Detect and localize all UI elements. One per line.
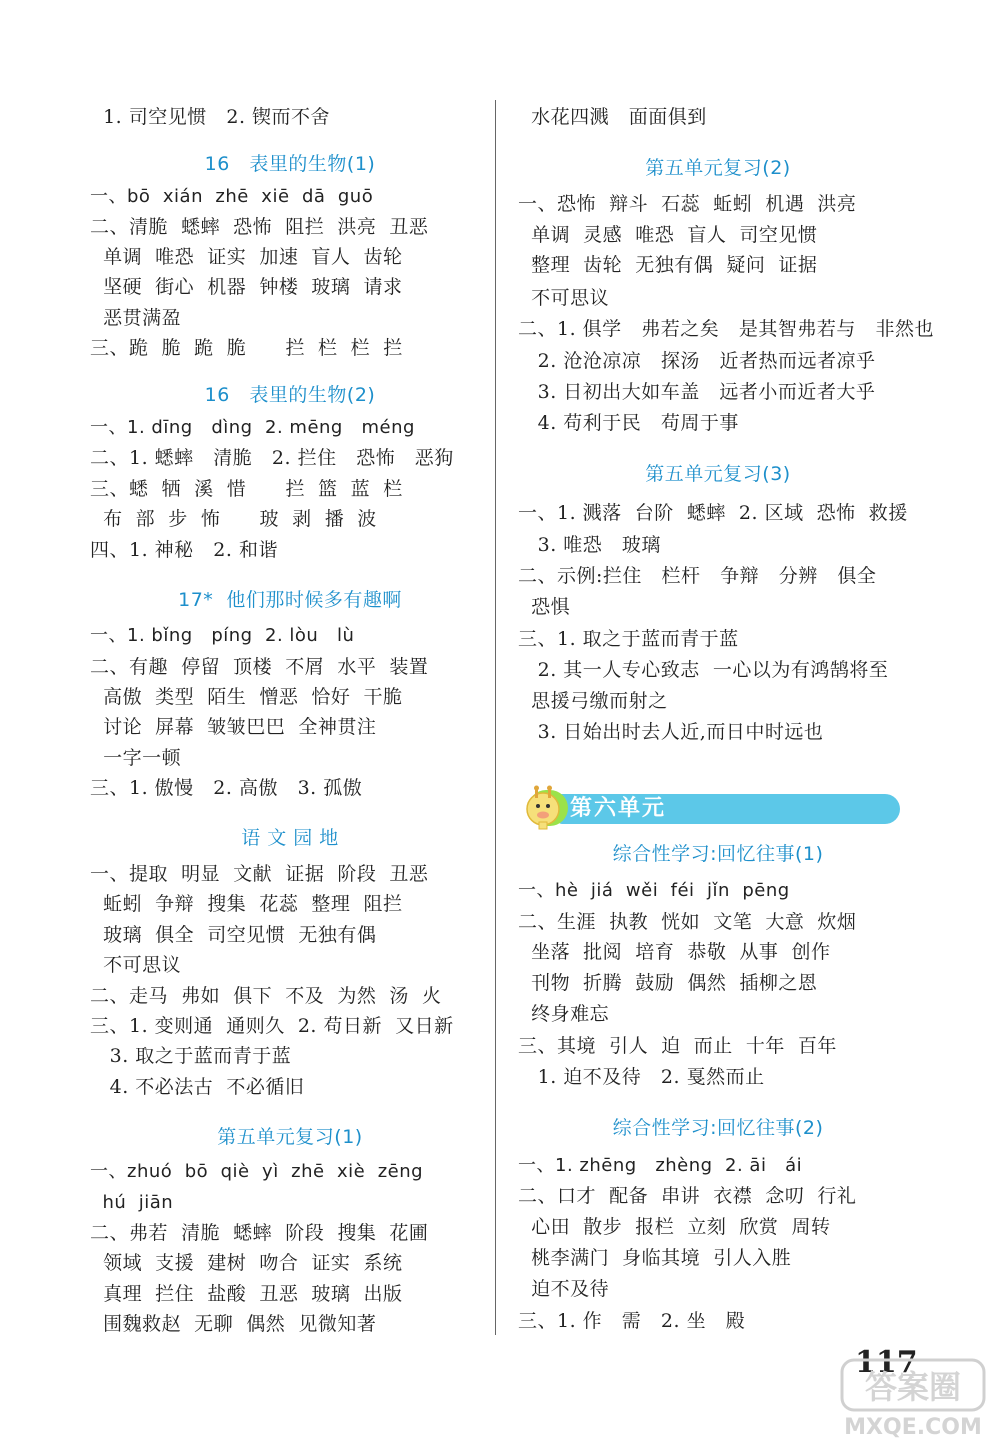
answer-line: 三、1. 变则通 通则久 2. 苟日新 又日新 <box>90 1015 454 1037</box>
answer-line: 坐落 批阅 培育 恭敬 从事 创作 <box>518 941 831 963</box>
answer-line: 二、示例:拦住 栏杆 争辩 分辨 俱全 <box>518 565 877 587</box>
page-number: 117 <box>855 1345 918 1380</box>
giraffe-icon <box>520 784 566 830</box>
answer-line: 单调 灵感 唯恐 盲人 司空见惯 <box>518 224 818 246</box>
answer-line: 3. 日初出大如车盖 远者小而近者大乎 <box>518 381 876 403</box>
answer-line: 恐惧 <box>518 596 571 618</box>
section-title: 综合性学习:回忆往事(2) <box>612 1117 824 1139</box>
answer-line: 一、1. bǐng píng 2. lòu lù <box>90 625 355 646</box>
answer-line: 3. 唯恐 玻璃 <box>518 534 661 556</box>
answer-line: 一字一顿 <box>90 747 182 769</box>
answer-line: 四、1. 神秘 2. 和谐 <box>90 539 278 561</box>
answer-line: 蚯蚓 争辩 搜集 花蕊 整理 阻拦 <box>90 893 403 915</box>
answer-line: 1. 司空见惯 2. 锲而不舍 <box>90 106 331 128</box>
answer-line: 二、1. 俱学 弗若之矣 是其智弗若与 非然也 <box>518 318 935 340</box>
answer-line: 领域 支援 建树 吻合 证实 系统 <box>90 1252 403 1274</box>
answer-line: 1. 迫不及待 2. 戛然而止 <box>518 1066 765 1088</box>
section-title: 语 文 园 地 <box>241 827 339 849</box>
column-divider <box>495 100 496 1335</box>
answer-line: 一、zhuó bō qiè yì zhē xiè zēng <box>90 1161 424 1182</box>
answer-line: 三、1. 作 需 2. 坐 殿 <box>518 1310 746 1332</box>
answer-line: 恶贯满盈 <box>90 307 182 329</box>
answer-line: 玻璃 俱全 司空见惯 无独有偶 <box>90 924 377 946</box>
answer-line: 一、1. 溅落 台阶 蟋蟀 2. 区域 恐怖 救援 <box>518 502 908 524</box>
section-title: 16 表里的生物(2) <box>204 384 376 406</box>
answer-line: 二、清脆 蟋蟀 恐怖 阻拦 洪亮 丑恶 <box>90 216 429 238</box>
answer-line: 迫不及待 <box>518 1278 610 1300</box>
answer-line: 真理 拦住 盐酸 丑恶 玻璃 出版 <box>90 1283 403 1305</box>
answer-line: hú jiān <box>90 1192 174 1213</box>
answer-line: 三、1. 取之于蓝而青于蓝 <box>518 628 739 650</box>
answer-line: 一、恐怖 辩斗 石蕊 蚯蚓 机遇 洪亮 <box>518 193 857 215</box>
watermark-logo <box>838 1356 988 1442</box>
answer-line: 桃李满门 身临其境 引人入胜 <box>518 1247 792 1269</box>
section-title: 16 表里的生物(1) <box>204 153 376 175</box>
unit-banner <box>520 784 900 830</box>
answer-line: 二、走马 弗如 俱下 不及 为然 汤 火 <box>90 985 442 1007</box>
answer-line: 三、其境 引人 迫 而止 十年 百年 <box>518 1035 837 1057</box>
answer-line: 4. 不必法古 不必循旧 <box>90 1076 305 1098</box>
answer-line: 高傲 类型 陌生 憎恶 恰好 干脆 <box>90 686 403 708</box>
answer-line: 整理 齿轮 无独有偶 疑问 证据 <box>518 254 818 276</box>
answer-line: 终身难忘 <box>518 1003 610 1025</box>
answer-line: 4. 苟利于民 苟周于事 <box>518 412 739 434</box>
answer-line: 坚硬 街心 机器 钟楼 玻璃 请求 <box>90 276 403 298</box>
section-title: 综合性学习:回忆往事(1) <box>612 843 824 865</box>
answer-line: 不可思议 <box>518 287 610 309</box>
section-title: 第五单元复习(3) <box>645 463 791 485</box>
answer-line: 一、1. dīng dìng 2. mēng méng <box>90 417 415 438</box>
answer-line: 不可思议 <box>90 954 182 976</box>
answer-line: 一、1. zhēng zhèng 2. āi ái <box>518 1155 803 1176</box>
watermark-line1: 答案圈 <box>864 1368 962 1406</box>
answer-line: 二、生涯 执教 恍如 文笔 大意 炊烟 <box>518 911 857 933</box>
answer-line: 二、口才 配备 串讲 衣襟 念叨 行礼 <box>518 1185 857 1207</box>
answer-line: 三、蟋 牺 溪 惜 拦 篮 蓝 栏 <box>90 478 403 500</box>
answer-line: 思援弓缴而射之 <box>518 690 668 712</box>
answer-line: 水花四溅 面面俱到 <box>518 106 707 128</box>
answer-line: 围魏救赵 无聊 偶然 见微知著 <box>90 1313 377 1335</box>
answer-line: 二、弗若 清脆 蟋蟀 阶段 搜集 花圃 <box>90 1222 429 1244</box>
answer-line: 三、跪 脆 跪 脆 拦 栏 栏 拦 <box>90 337 403 359</box>
section-title: 第五单元复习(2) <box>645 157 791 179</box>
answer-line: 一、提取 明显 文献 证据 阶段 丑恶 <box>90 863 429 885</box>
answer-line: 单调 唯恐 证实 加速 盲人 齿轮 <box>90 246 403 268</box>
answer-line: 3. 日始出时去人近,而日中时远也 <box>518 721 824 743</box>
answer-line: 刊物 折腾 鼓励 偶然 插柳之恩 <box>518 972 818 994</box>
unit-title: 第六单元 <box>570 796 667 821</box>
answer-line: 三、1. 傲慢 2. 高傲 3. 孤傲 <box>90 777 363 799</box>
section-title: 第五单元复习(1) <box>217 1126 363 1148</box>
answer-line: 2. 其一人专心致志 一心以为有鸿鹄将至 <box>518 659 889 681</box>
section-title: 17* 他们那时候多有趣啊 <box>178 589 402 611</box>
answer-line: 二、1. 蟋蟀 清脆 2. 拦住 恐怖 恶狗 <box>90 447 454 469</box>
answer-line: 讨论 屏幕 皱皱巴巴 全神贯注 <box>90 716 377 738</box>
answer-line: 心田 散步 报栏 立刻 欣赏 周转 <box>518 1216 831 1238</box>
answer-line: 一、hè jiá wěi féi jǐn pēng <box>518 880 790 901</box>
answer-line: 3. 取之于蓝而青于蓝 <box>90 1045 292 1067</box>
answer-line: 一、bō xián zhē xiē dā guō <box>90 186 374 207</box>
answer-line: 2. 沧沧凉凉 探汤 近者热而远者凉乎 <box>518 350 876 372</box>
answer-line: 布 部 步 怖 玻 剥 播 波 <box>90 508 377 530</box>
watermark-line2: MXQE.COM <box>844 1415 982 1440</box>
answer-line: 二、有趣 停留 顶楼 不屑 水平 装置 <box>90 656 429 678</box>
